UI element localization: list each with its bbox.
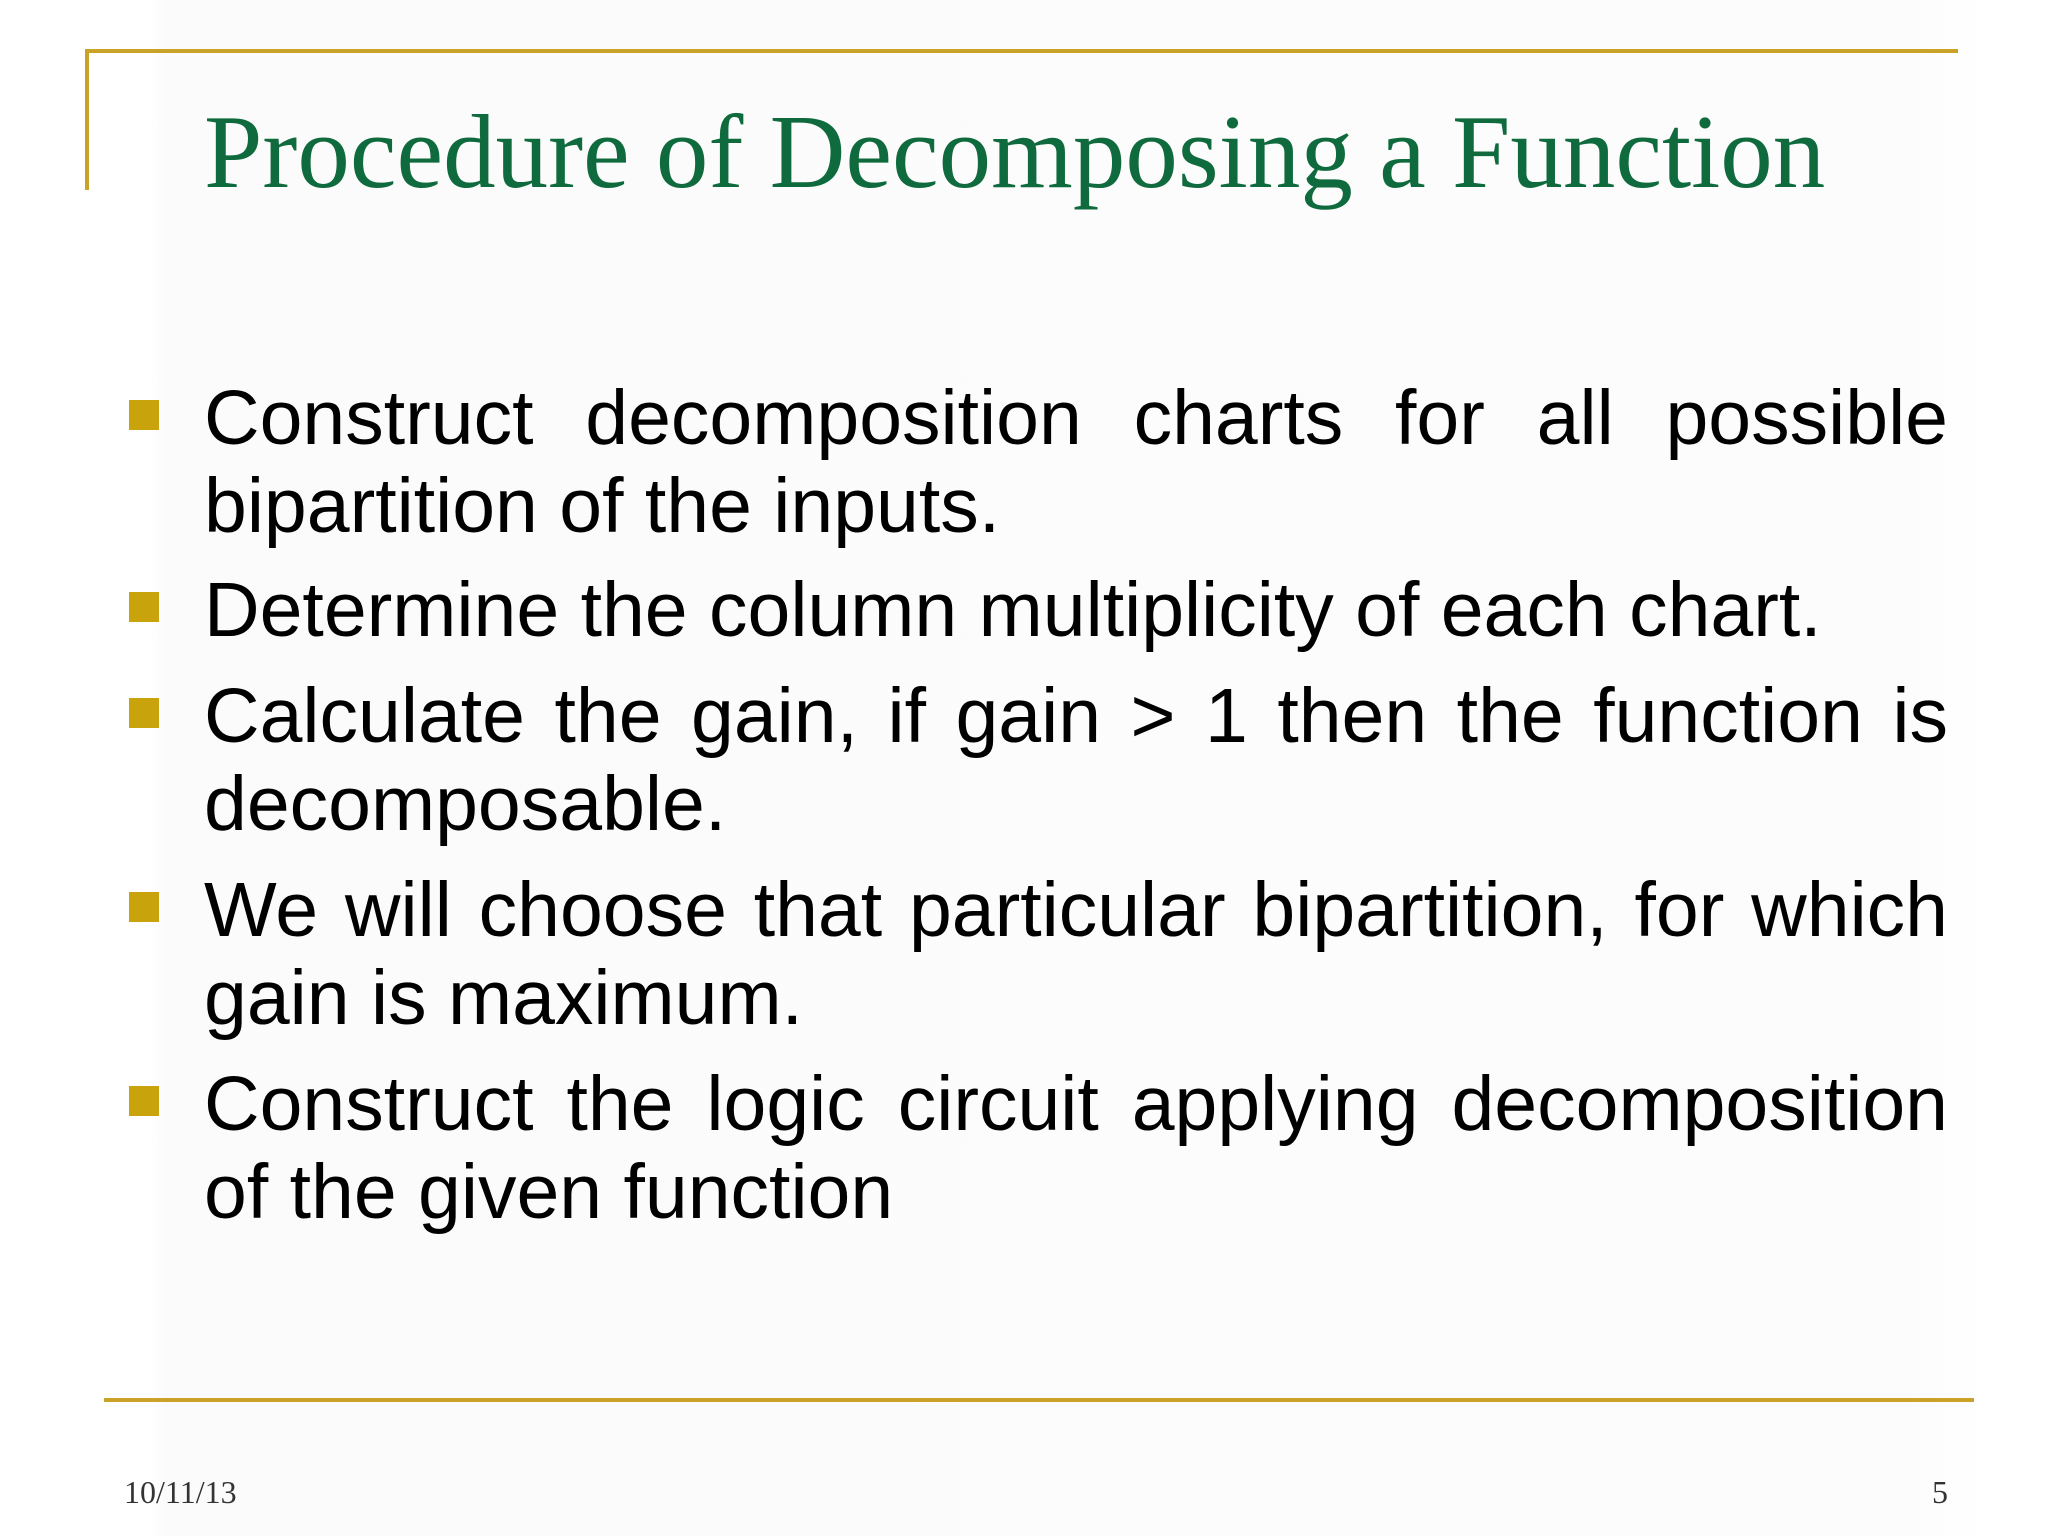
bullet-text: Construct decomposition charts for all possible bipartition of the inputs. [204,375,1948,549]
bullet-text: Construct the logic circuit applying decomposition of the given function [204,1061,1948,1235]
footer-date: 10/11/13 [124,1474,237,1510]
bullet-text: Determine the column multiplicity of each chart. [204,567,1822,653]
slide-title: Procedure of Decomposing a Function [204,93,1826,210]
bullet-text: Calculate the gain, if gain > 1 then the function is decomposable. [204,673,1948,847]
page-number: 5 [1932,1474,1948,1510]
left-rule [85,49,89,190]
bottom-rule [104,1398,1974,1402]
bullet-square-icon [129,592,159,622]
bullet-square-icon [129,892,159,922]
bullet-square-icon [129,1086,159,1116]
bullet-square-icon [129,400,159,430]
bullet-square-icon [129,698,159,728]
top-rule [85,49,1958,53]
bullet-text: We will choose that particular bipartition, for which gain is maximum. [204,867,1948,1041]
